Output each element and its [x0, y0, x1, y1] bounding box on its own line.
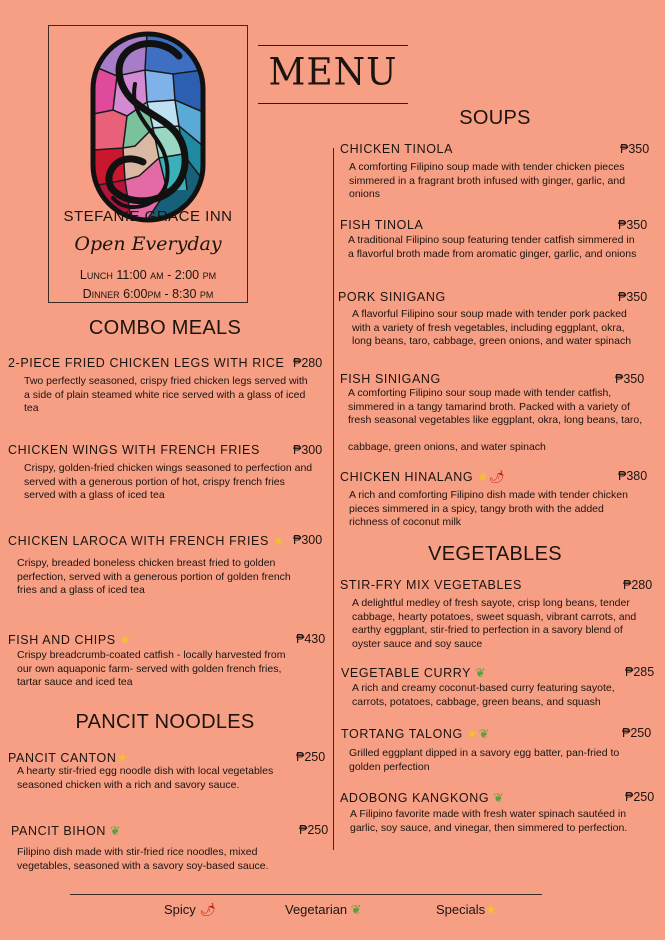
vegetable-item-name: STIR-FRY MIX VEGETABLES [340, 578, 522, 592]
inn-name: STEFANIE GRACE INN [63, 208, 233, 225]
chili-icon: 🌶 [489, 470, 506, 484]
legend-rule [70, 894, 542, 895]
vegetable-item-name-text: VEGETABLE CURRY [341, 666, 471, 680]
menu-title-rule-bottom [258, 103, 408, 104]
vegetable-item-price: ₱250 [622, 726, 652, 740]
combo-item-name: CHICKEN WINGS WITH FRENCH FRIES [8, 443, 260, 457]
section-title-combo-meals: COMBO MEALS [88, 317, 242, 339]
soup-item-desc-continued: cabbage, green onions, and water spinach [348, 441, 546, 453]
leaf-icon: ❦ [350, 902, 362, 917]
legend-spicy-label: Spicy [164, 902, 196, 917]
soup-item-name-text: CHICKEN HINALANG [340, 470, 474, 484]
menu-title-rule-top [258, 45, 408, 46]
pancit-item-name-text: PANCIT BIHON [11, 824, 106, 838]
vegetable-item-price: ₱250 [625, 790, 655, 804]
vegetable-item-desc: A delightful medley of fresh sayote, crisp long beans, tender cabbage, hearty potatoes, sweet squash, vibrant carrots, and earthy eggplant, stir-fried to perfection in a savory blend of oyster sauce and soy sauce [352, 597, 637, 650]
legend-specials [436, 902, 497, 918]
vegetable-item-desc: A Filipino favorite made with fresh water spinach sautéed in garlic, soy sauce, and vinegar, then simmered to perfection. [350, 808, 628, 834]
vegetable-item-name [340, 790, 504, 805]
leaf-icon: ❦ [489, 791, 505, 805]
section-title-pancit-noodles: PANCIT NOODLES [75, 711, 255, 733]
pancit-item-desc: A hearty stir-fried egg noodle dish with local vegetables seasoned chicken with a rich and savory sauce. [17, 765, 274, 791]
legend-spicy [164, 902, 216, 918]
combo-item-price: ₱300 [293, 443, 323, 457]
soup-item-desc: A comforting Filipino sour soup made with tender catfish, simmered in a tangy tamarind broth. Packed with a variety of fresh seasonal vegetables like eggplant, okra, long beans, taro, [348, 387, 643, 426]
star-icon: ★ [268, 534, 285, 548]
soup-item-desc: A flavorful Filipino sour soup made with tender pork packed with a variety of fresh vegetables, including eggplant, okra, long beans, taro, cabbage, green onions, and water spinach [352, 308, 632, 347]
stained-glass-logo [87, 30, 209, 226]
chili-icon: 🌶 [199, 902, 216, 917]
soup-item-price: ₱350 [620, 142, 650, 156]
leaf-icon: ❦ [478, 727, 490, 741]
legend-specials-label: Specials [436, 902, 486, 917]
logo-box [48, 25, 248, 303]
combo-item-name [8, 632, 132, 647]
menu-title: MENU [268, 50, 398, 95]
vegetable-item-name-text: TORTANG TALONG [341, 727, 463, 741]
pancit-item-name [11, 823, 121, 838]
combo-item-desc: Crispy, golden-fried chicken wings seasoned to perfection and served with a generous portion of hot, crispy french fries served with a glass of iced tea [24, 462, 313, 501]
combo-item-price: ₱280 [293, 356, 323, 370]
lunch-hours: Lunch 11:00 am - 2:00 pm [79, 268, 217, 282]
soup-item-price: ₱350 [618, 290, 648, 304]
soup-item-desc: A rich and comforting Filipino dish made with tender chicken pieces simmered in a spicy, tangy broth with the added richness of coconut milk [349, 489, 628, 528]
combo-item-desc: Crispy, breaded boneless chicken breast fried to golden perfection, served with a generous portion of golden french fries and a glass of iced tea [17, 557, 291, 596]
combo-item-name-text: CHICKEN LAROCA WITH FRENCH FRIES [8, 534, 269, 548]
column-divider [333, 148, 334, 850]
open-everyday-tagline: Open Everyday [74, 233, 222, 255]
combo-item-name [8, 533, 285, 548]
vegetable-item-name-text: ADOBONG KANGKONG [340, 791, 490, 805]
soup-item-name: CHICKEN TINOLA [340, 142, 454, 156]
star-icon: ★ [116, 751, 129, 765]
soup-item-price: ₱350 [618, 218, 648, 232]
soup-item-name: PORK SINIGANG [338, 290, 446, 304]
leaf-icon: ❦ [105, 824, 122, 838]
soup-item-desc: A traditional Filipino soup featuring tender catfish simmered in a flavorful broth made from aromatic ginger, garlic, and onions [348, 234, 637, 260]
pancit-item-desc: Filipino dish made with stir-fried rice noodles, mixed vegetables, seasoned with a savory soy-based sauce. [17, 846, 269, 872]
legend-vegetarian-label: Vegetarian [285, 902, 348, 917]
pancit-item-name-text: PANCIT CANTON [8, 751, 117, 765]
soup-item-desc: A comforting Filipino soup made with tender chicken pieces simmered in a fragrant broth infused with ginger, garlic, and onions [349, 161, 626, 200]
combo-item-name: 2-PIECE FRIED CHICKEN LEGS WITH RICE [8, 356, 285, 370]
vegetable-item-price: ₱285 [625, 665, 655, 679]
legend-vegetarian [285, 902, 362, 918]
star-icon: ★ [115, 633, 132, 647]
pancit-item-price: ₱250 [299, 823, 329, 837]
pancit-item-price: ₱250 [296, 750, 326, 764]
pancit-item-name [8, 750, 128, 765]
soup-item-name: FISH TINOLA [340, 218, 424, 232]
soup-item-price: ₱350 [615, 372, 645, 386]
vegetable-item-desc: Grilled eggplant dipped in a savory egg batter, pan-fried to golden perfection [349, 747, 620, 773]
combo-item-price: ₱300 [293, 533, 323, 547]
combo-item-desc: Crispy breadcrumb-coated catfish - locally harvested from our own aquaponic farm- served with golden french fries, tartar sauce and iced tea [17, 649, 286, 688]
section-title-soups: SOUPS [459, 107, 531, 129]
star-icon: ★ [462, 727, 479, 741]
soup-item-name [340, 469, 506, 485]
combo-item-name-text: FISH AND CHIPS [8, 633, 116, 647]
vegetable-item-desc: A rich and creamy coconut-based curry featuring sayote, carrots, potatoes, cabbage, green beans, and squash [352, 682, 615, 708]
vegetable-item-price: ₱280 [623, 578, 653, 592]
soup-item-price: ₱380 [618, 469, 648, 483]
vegetable-item-name [341, 665, 486, 680]
leaf-icon: ❦ [470, 666, 487, 680]
star-icon: ★ [473, 470, 490, 484]
dinner-hours: Dinner 6:00pm - 8:30 pm [82, 287, 214, 301]
star-icon: ★ [485, 902, 497, 917]
vegetable-item-name [341, 726, 490, 741]
combo-item-price: ₱430 [296, 632, 326, 646]
section-title-vegetables: VEGETABLES [428, 543, 562, 565]
combo-item-desc: Two perfectly seasoned, crispy fried chicken legs served with a side of plain steamed white rice served with a glass of iced tea [24, 375, 308, 414]
soup-item-name: FISH SINIGANG [340, 372, 441, 386]
